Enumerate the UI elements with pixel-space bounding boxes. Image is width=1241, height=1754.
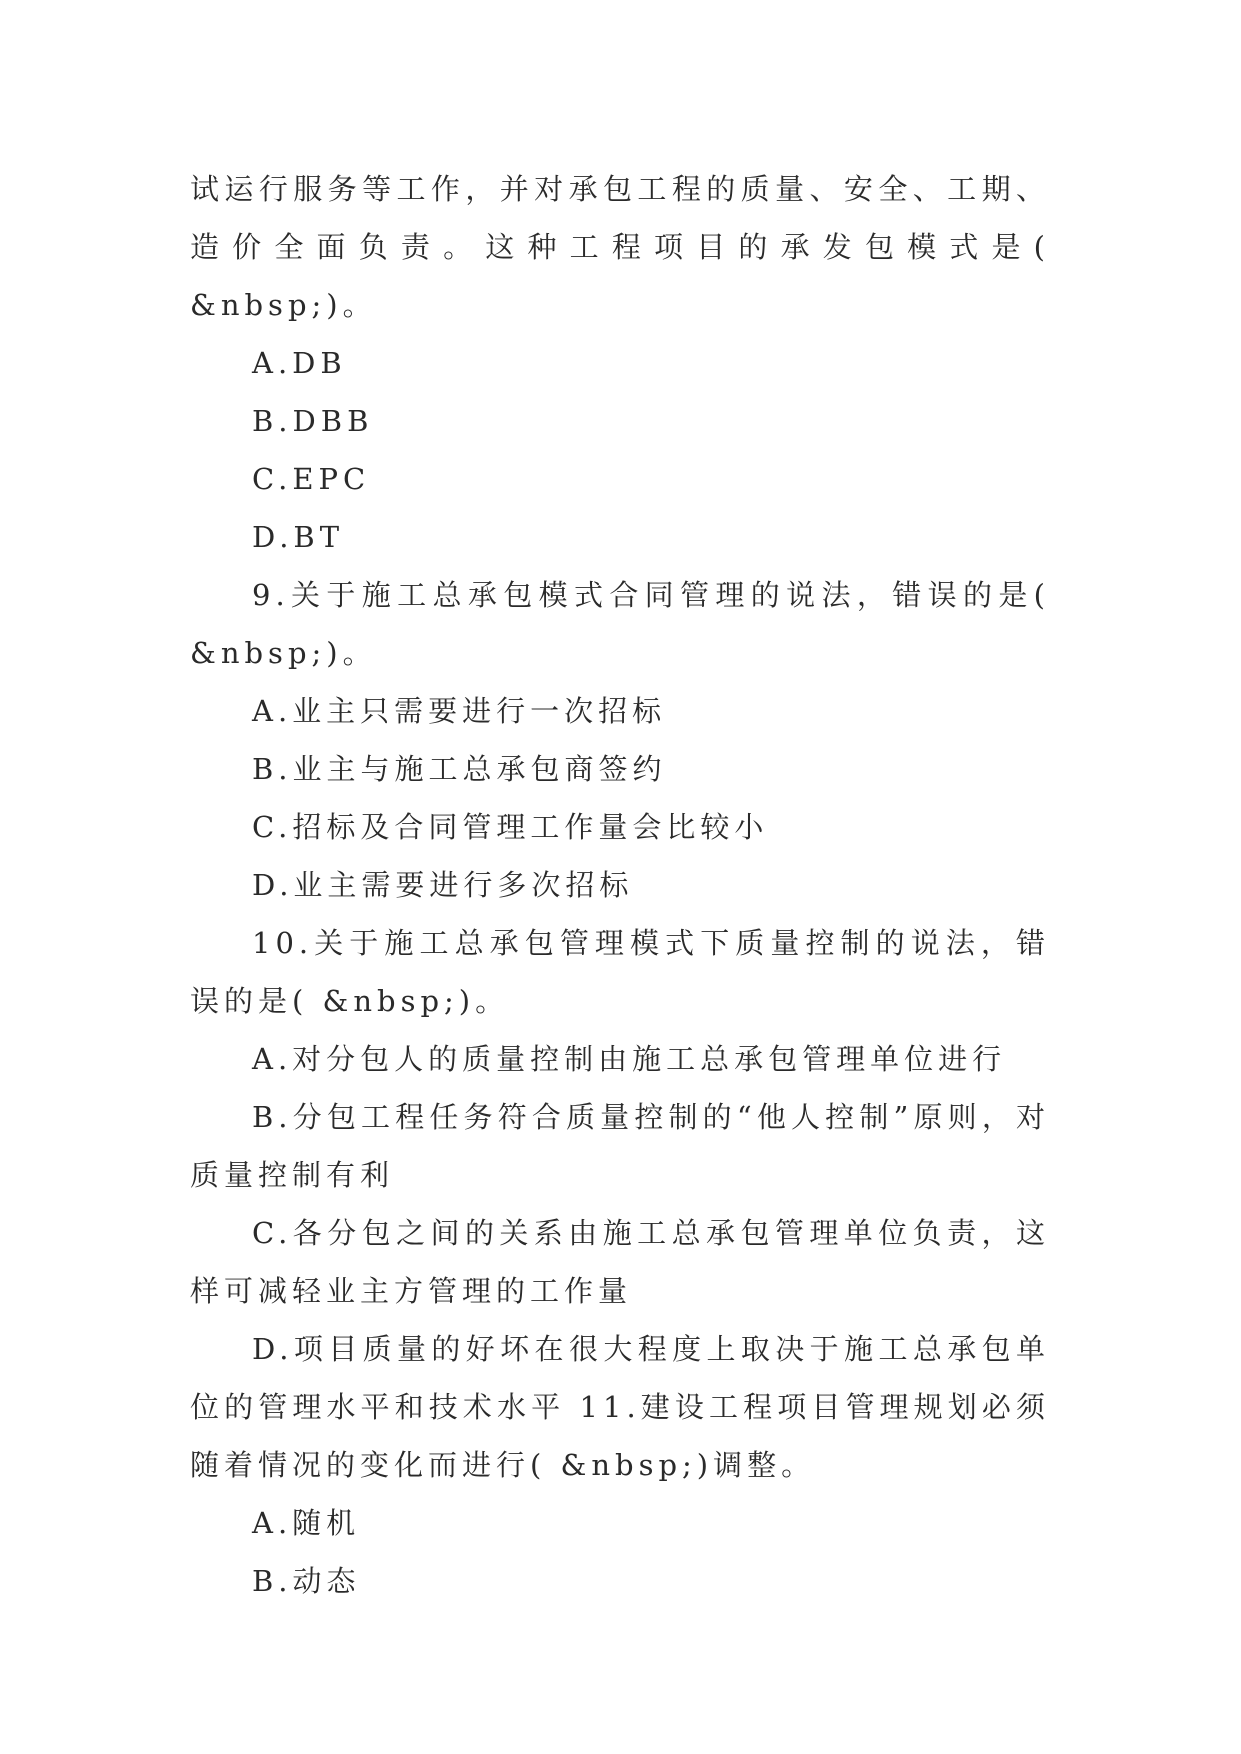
q11-option-b: B.动态 [252,1564,361,1598]
q8-option-c: C.EPC [252,462,371,496]
q9-option-d: D.业主需要进行多次招标 [252,868,634,902]
q8-stem-continuation: 试运行服务等工作，并对承包工程的质量、安全、工期、造价全面负责。这种工程项目的承发包模式是( &nbsp;)。 [190,172,1050,322]
q9-stem: 9.关于施工总承包模式合同管理的说法，错误的是( &nbsp;)。 [190,578,1050,670]
q10-stem: 10.关于施工总承包管理模式下质量控制的说法，错误的是( &nbsp;)。 [190,926,1050,1018]
q8-option-a: A.DB [252,346,347,380]
q8-option-b: B.DBB [252,404,374,438]
document-body [190,160,1050,1610]
q10-option-c: C.各分包之间的关系由施工总承包管理单位负责，这样可减轻业主方管理的工作量 [190,1216,1050,1308]
q11-option-a: A.随机 [252,1506,361,1540]
q10-option-a: A.对分包人的质量控制由施工总承包管理单位进行 [252,1042,1007,1076]
q9-option-a: A.业主只需要进行一次招标 [252,694,667,728]
q9-option-c: C.招标及合同管理工作量会比较小 [252,810,769,844]
q9-option-b: B.业主与施工总承包商签约 [252,752,667,786]
q10-option-d-and-q11-stem: D.项目质量的好坏在很大程度上取决于施工总承包单位的管理水平和技术水平 11.建设工程项目管理规划必须随着情况的变化而进行( &nbsp;)调整。 [190,1332,1050,1482]
q10-option-b: B.分包工程任务符合质量控制的“他人控制”原则，对质量控制有利 [190,1100,1050,1192]
q8-option-d: D.BT [252,520,345,554]
